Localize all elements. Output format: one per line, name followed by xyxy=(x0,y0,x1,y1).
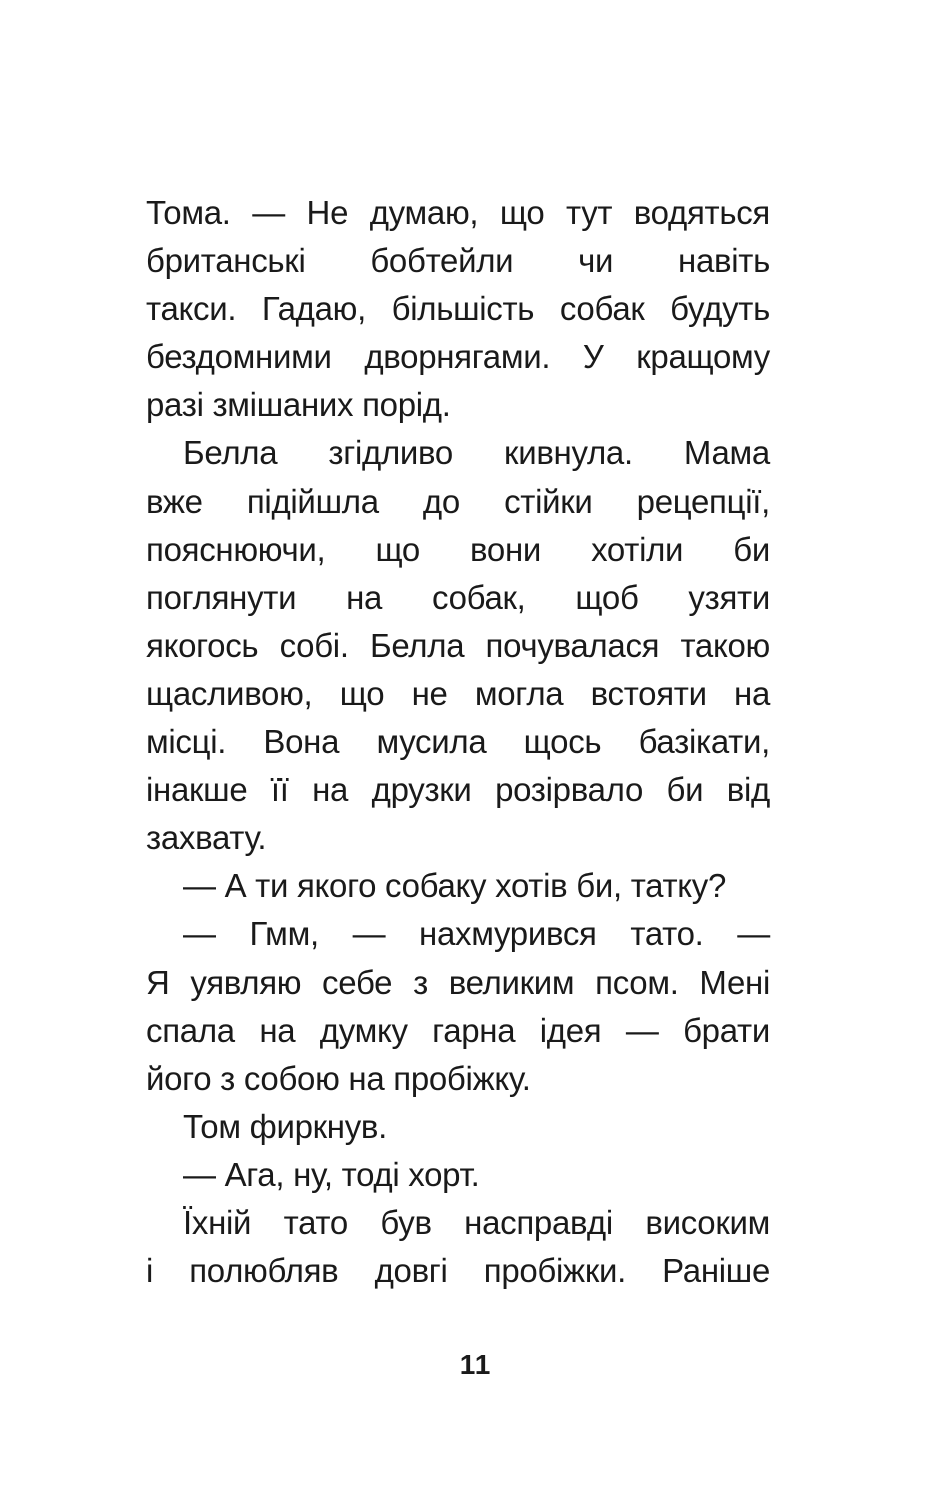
paragraph xyxy=(146,429,770,862)
page-number: 11 xyxy=(459,1349,492,1380)
body-text xyxy=(146,189,770,1295)
paragraph xyxy=(146,1103,770,1151)
paragraph xyxy=(146,1199,770,1295)
text-line: захвату. xyxy=(146,819,267,857)
paragraph xyxy=(146,1151,770,1199)
text-line: Белла згідливо кивнула. Мама xyxy=(183,434,770,472)
text-line: бездомними дворнягами. У кращому xyxy=(146,338,770,376)
text-line: Том фиркнув. xyxy=(183,1107,387,1145)
text-line: Я уявляю себе з великим псом. Мені xyxy=(146,963,770,1001)
text-line: пояснюючи, що вони хотіли би xyxy=(146,530,770,568)
text-line: і полюбляв довгі пробіжки. Раніше xyxy=(146,1252,770,1290)
text-line: такси. Гадаю, більшість собак будуть xyxy=(146,290,770,328)
text-line: вже підійшла до стійки рецепції, xyxy=(146,482,770,520)
paragraph xyxy=(146,910,770,1102)
text-line: спала на думку гарна ідея — брати xyxy=(146,1011,770,1049)
text-line: Тома. — Не думаю, що тут водяться xyxy=(146,194,770,231)
text-line: місці. Вона мусила щось базікати, xyxy=(146,723,770,761)
text-line: — Гмм, — нахмурився тато. — xyxy=(183,915,770,953)
text-line: — А ти якого собаку хотів би, татку? xyxy=(183,867,727,905)
text-line: британські бобтейли чи навіть xyxy=(146,242,770,280)
text-line: поглянути на собак, щоб узяти xyxy=(146,578,770,616)
text-line: якогось собі. Белла почувалася такою xyxy=(146,626,770,664)
text-line: Їхній тато був насправді високим xyxy=(183,1203,770,1241)
paragraph xyxy=(146,189,770,429)
text-line: його з собою на пробіжку. xyxy=(146,1059,531,1097)
text-line: інакше її на друзки розірвало би від xyxy=(146,771,770,809)
paragraph xyxy=(146,862,770,910)
text-line: щасливою, що не могла встояти на xyxy=(146,674,770,712)
text-line: разі змішаних порід. xyxy=(146,386,451,424)
text-line: — Ага, ну, тоді хорт. xyxy=(183,1155,480,1193)
